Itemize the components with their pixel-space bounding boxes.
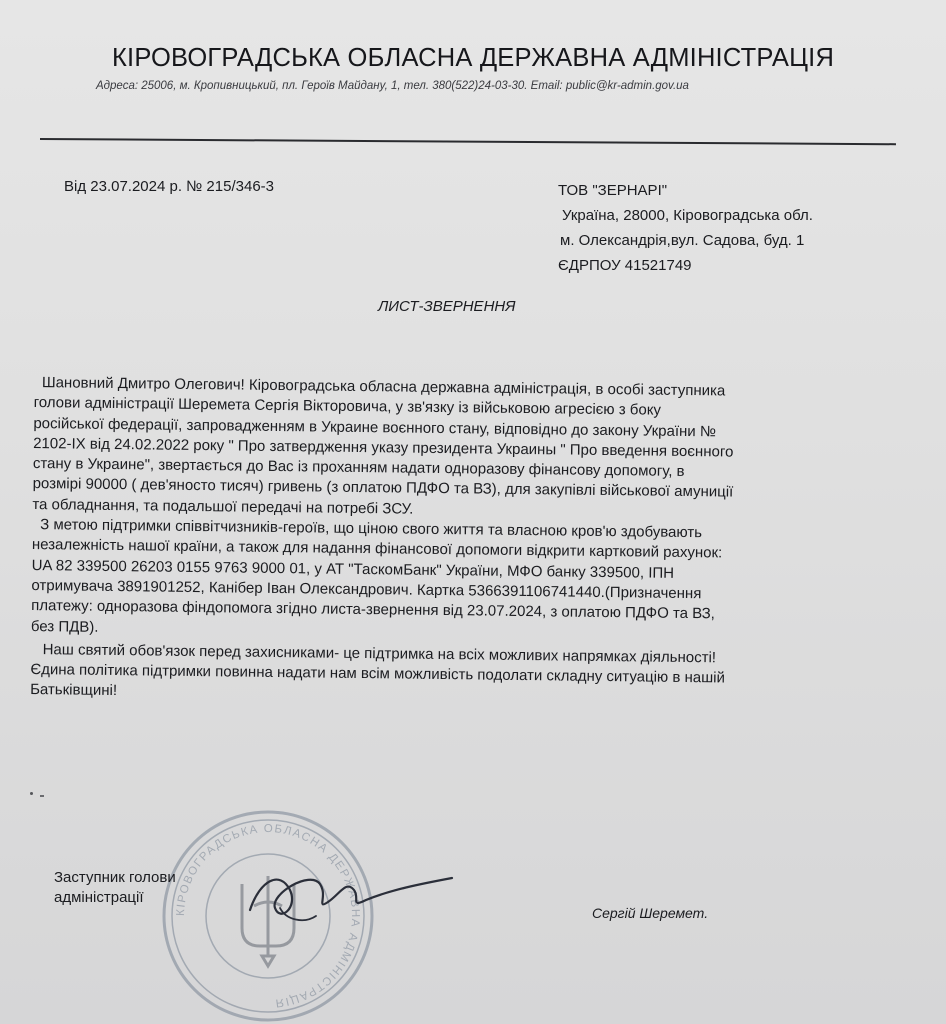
body-line: та обладнання, та подальшої передачі на потребі ЗСУ. [32,495,414,518]
recipient-block [558,178,813,278]
ink-speck [30,792,33,795]
body-line: без ПДВ). [30,617,99,636]
body-line: UA 82 339500 26203 0155 9763 9000 01, у АТ "ТаскомБанк" України, МФО банку 339500, ІПН [31,556,675,582]
ink-speck [40,795,44,797]
signer-position-line1: Заступник голови [54,869,176,886]
body-line: отримувача 3891901252, Канібер Іван Олександрович. Картка 5366391106741440.(Призначення [31,576,702,603]
letterhead-title: КІРОВОГРАДСЬКА ОБЛАСНА ДЕРЖАВНА АДМІНІСТРАЦІЯ [112,44,835,72]
handwritten-signature [220,850,460,940]
body-line: Наш святий обов'язок перед захисниками- це підтримка на всіх можливих напрямках діяльності! [42,640,717,667]
recipient-address-line1: Україна, 28000, Кіровоградська обл. [562,207,813,224]
body-line: голови адміністрації Шеремета Сергія Вікторовича, у зв'язку із військовою агресією з боку [33,394,662,419]
header-divider [40,138,896,145]
letter-body [30,373,904,711]
body-line: розмірі 90000 ( дев'яносто тисяч) гривень (з оплатою ПДФО та ВЗ), для закупівлі військової амуниції [32,475,734,502]
body-line: незалежність нашої країни, а також для надання фінансової допомоги відкрити картковий рахунок: [31,536,723,562]
recipient-name: ТОВ "ЗЕРНАРІ" [558,182,668,199]
document-title: ЛИСТ-ЗВЕРНЕННЯ [378,298,516,315]
body-line: платежу: одноразова фіндопомога згідно листа-звернення від 23.07.2024, з оплатою ПДФО та ВЗ, [31,597,716,623]
body-line: стану в Украине", звертається до Вас із проханням надати одноразову фінансову допомогу, в [32,455,685,481]
body-line: Єдина політика підтримки повинна надати нам всім можливість подолати складну ситуацію в нашій [30,661,726,687]
signer-position-line2: адміністрації [54,889,144,906]
signer-position [54,868,176,908]
signer-name: Сергій Шеремет. [592,905,709,921]
body-line: Батьківщині! [30,681,118,700]
body-line: 2102-IX від 24.02.2022 року " Про затвердження указу президента Украины " Про введення воєнного [33,434,734,461]
body-line: З метою підтримки співвітчизників-героїв, що ціною свого життя та власною кров'ю здобувають [40,516,703,542]
recipient-edrpou: ЄДРПОУ 41521749 [558,257,692,274]
letterhead-address: Адреса: 25006, м. Кропивницький, пл. Героїв Майдану, 1, тел. 380(522)24-03-30. Email: public@kr-admin.gov.ua [96,80,689,92]
body-line: Шановний Дмитро Олегович! Кіровоградська обласна державна адміністрація, в особі заступника [41,374,726,400]
recipient-address-line2: м. Олександрія,вул. Садова, буд. 1 [560,232,805,249]
stamp-text: КІРОВОГРАДСЬКА ОБЛАСНА ДЕРЖАВНА АДМІНІСТРАЦІЯ [174,822,362,1009]
reference-number: Від 23.07.2024 р. № 215/346-3 [64,178,274,195]
body-line: російської федерації, запровадженням в Украине воєнного стану, відповідно до закону України № [33,414,717,440]
